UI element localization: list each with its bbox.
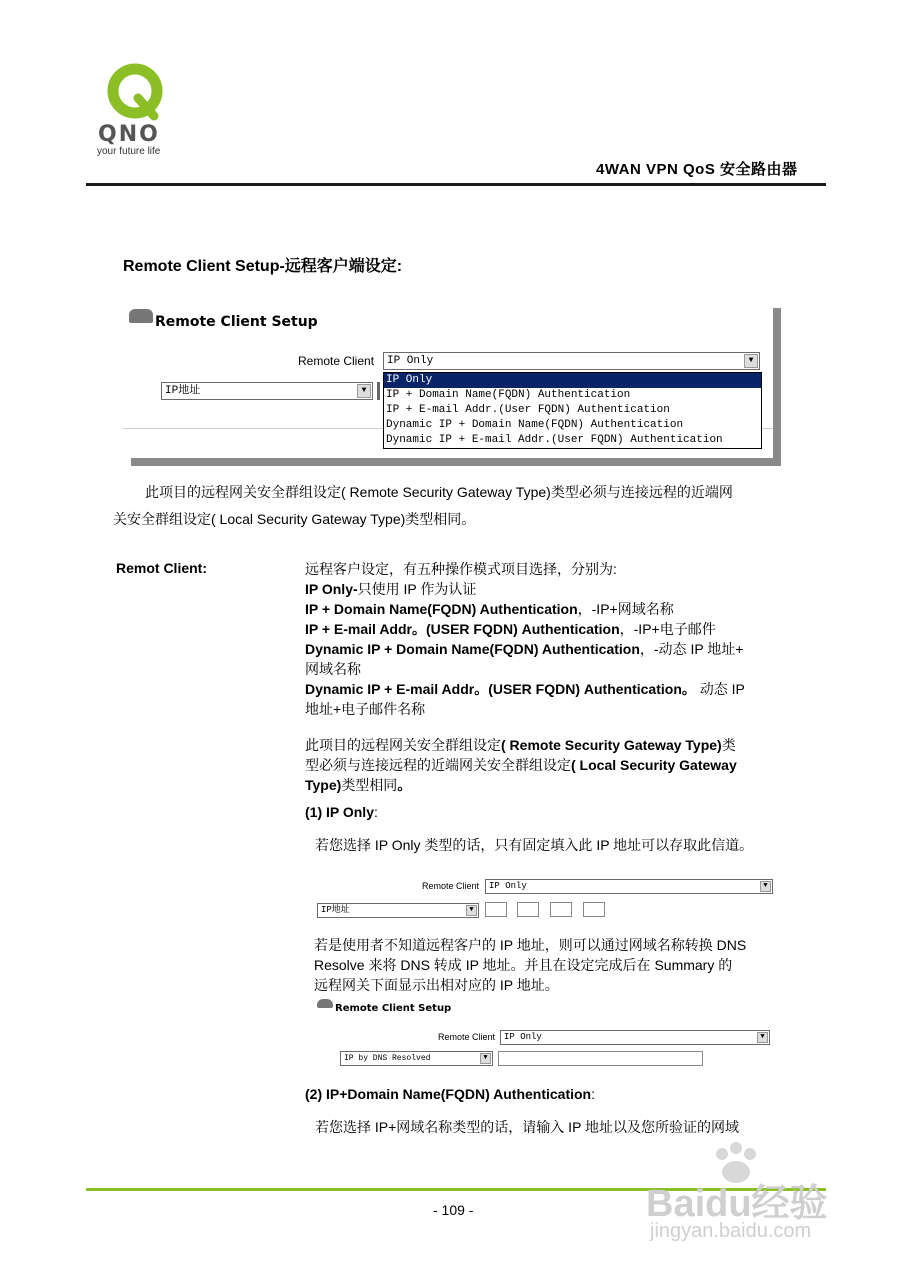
panel-tab-icon [317,999,333,1008]
section-title: Remote Client Setup-远程客户端设定: [123,258,403,275]
heading-colon: : [373,804,378,820]
qno-logo-icon [104,62,168,126]
mode-item-cont: 地址+电子邮件名称 [305,701,426,717]
remot-client-desc-block [305,559,785,795]
mode-item-cont: 网域名称 [305,661,361,677]
ip-domain-heading-text: (2) IP+Domain Name(FQDN) Authentication [305,1086,592,1102]
chevron-down-icon[interactable]: ▼ [466,905,477,916]
mode-item-bold: IP + Domain Name(FQDN) Authentication [305,601,578,617]
mode-item [305,579,785,599]
shot-shadow-bottom [131,458,781,466]
chevron-down-icon[interactable]: ▼ [357,384,371,398]
note-bold: ( Local Security Gateway [571,757,737,773]
ip-octet-4[interactable] [583,902,605,917]
panel-tab-icon [129,309,153,323]
note-text: 此项目的远程网关安全群组设定 [305,737,501,753]
shot3-remote-client-label: Remote Client [438,1032,496,1042]
note-text: 型必须与连接远程的近端网关安全群组设定 [305,757,571,773]
ip-domain-text: 若您选择 IP+网域名称类型的话，请输入 IP 地址以及您所验证的网域 [315,1119,740,1135]
dns-text-1: 若是使用者不知道远程客户的 IP 地址，则可以通过网域名称转换 DNS [314,937,747,953]
shot2-select-value: IP Only [489,881,527,891]
note-line-3 [305,775,785,795]
panel-title: Remote Client Setup [155,314,318,330]
shot2-left-select[interactable] [317,903,479,918]
page-number: - 109 - [433,1202,474,1218]
mode-item-bold: IP Only- [305,581,358,597]
mode-item-text: ，-动态 IP 地址+ [639,641,744,657]
ip-only-heading [305,802,378,822]
watermark-brand: Baidu经验 [646,1183,828,1225]
dropdown-option[interactable]: IP + Domain Name(FQDN) Authentication [386,389,631,401]
mode-item [305,619,785,639]
chevron-down-icon[interactable]: ▼ [744,354,758,368]
left-type-select[interactable] [161,382,373,400]
chevron-down-icon[interactable]: ▼ [757,1032,768,1043]
ip-only-text: 若您选择 IP Only 类型的话，只有固定填入此 IP 地址可以存取此信道。 [315,837,754,853]
remot-client-label: Remot Client: [116,560,207,576]
shot3-domain-input[interactable] [498,1051,703,1066]
dropdown-option[interactable]: Dynamic IP + Domain Name(FQDN) Authentication [386,419,684,431]
remote-client-label: Remote Client [298,354,375,368]
ip-octet-1[interactable] [485,902,507,917]
mode-item-bold: Dynamic IP + Domain Name(FQDN) Authentication [305,641,640,657]
note-bold: Type) [305,777,342,793]
note-bold: 。 [397,777,412,793]
dropdown-option[interactable]: Dynamic IP + E-mail Addr.(User FQDN) Authentication [386,434,723,446]
remote-client-select[interactable] [383,352,760,370]
watermark-url: jingyan.baidu.com [650,1220,812,1242]
product-title: 4WAN VPN QoS 安全路由器 [596,161,798,178]
left-type-select-value: IP地址 [165,385,201,397]
ip-octet-3[interactable] [550,902,572,917]
chevron-down-icon[interactable]: ▼ [760,881,771,892]
mode-item [305,679,785,699]
remote-client-select-value: IP Only [387,355,434,367]
baidu-watermark [640,1140,860,1250]
note-text: 类型相同 [341,777,398,793]
ip-domain-heading [305,1084,595,1104]
mode-item [305,599,785,619]
logo-brand: QNO [98,122,160,147]
mode-item-text: 动态 IP [695,681,745,697]
note-text: 类 [721,737,736,753]
mode-item-text: ，-IP+网域名称 [577,601,674,617]
note-line-2 [305,755,785,775]
intro-line-2: 关安全群组设定( Local Security Gateway Type)类型相同。 [113,511,476,527]
qno-logo [104,62,168,126]
mode-item-text: 只使用 IP 作为认证 [357,581,477,597]
mode-item-bold: Dynamic IP + E-mail Addr。(USER FQDN) Authentication。 [305,681,696,697]
note-line-1 [305,735,785,755]
mode-item-text: ，-IP+电子邮件 [619,621,716,637]
shot-shadow-right [773,308,781,466]
remot-client-desc: 远程客户设定，有五种操作模式项目选择，分别为: [305,561,617,577]
heading-colon: : [591,1086,596,1102]
dns-resolved-screenshot [315,997,775,1067]
note-bold: ( Remote Security Gateway Type) [501,737,722,753]
logo-tagline: your future life [97,146,161,157]
intro-line-1: 此项目的远程网关安全群组设定( Remote Security Gateway Type)类型必须与连接远程的近端网 [145,484,733,500]
mode-item [305,639,785,659]
header-divider [86,183,826,186]
shot2-remote-client-label: Remote Client [422,881,480,891]
shot3-select-value: IP Only [504,1032,542,1042]
remote-client-setup-screenshot [123,306,783,466]
ip-only-screenshot [315,876,775,920]
remote-client-dropdown-list[interactable] [383,372,762,449]
shot3-panel-title: Remote Client Setup [335,1003,452,1014]
hidden-field-edge [377,382,380,400]
shot2-remote-client-select[interactable] [485,879,773,894]
dns-text-3: 远程网关下面显示出相对应的 IP 地址。 [314,977,559,993]
shot2-left-value: IP地址 [321,905,350,915]
shot3-left-value: IP by DNS Resolved [344,1054,431,1063]
mode-item-bold: IP + E-mail Addr。(USER FQDN) Authentication [305,621,620,637]
shot3-remote-client-select[interactable] [500,1030,770,1045]
chevron-down-icon[interactable]: ▼ [480,1053,491,1064]
dropdown-option[interactable]: IP + E-mail Addr.(User FQDN) Authentication [386,404,670,416]
shot3-left-select[interactable] [340,1051,493,1066]
ip-octet-2[interactable] [517,902,539,917]
dns-text-2: Resolve 来将 DNS 转成 IP 地址。并且在设定完成后在 Summary 的 [314,957,733,973]
ip-only-heading-text: (1) IP Only [305,804,374,820]
dropdown-option[interactable]: IP Only [384,373,761,388]
